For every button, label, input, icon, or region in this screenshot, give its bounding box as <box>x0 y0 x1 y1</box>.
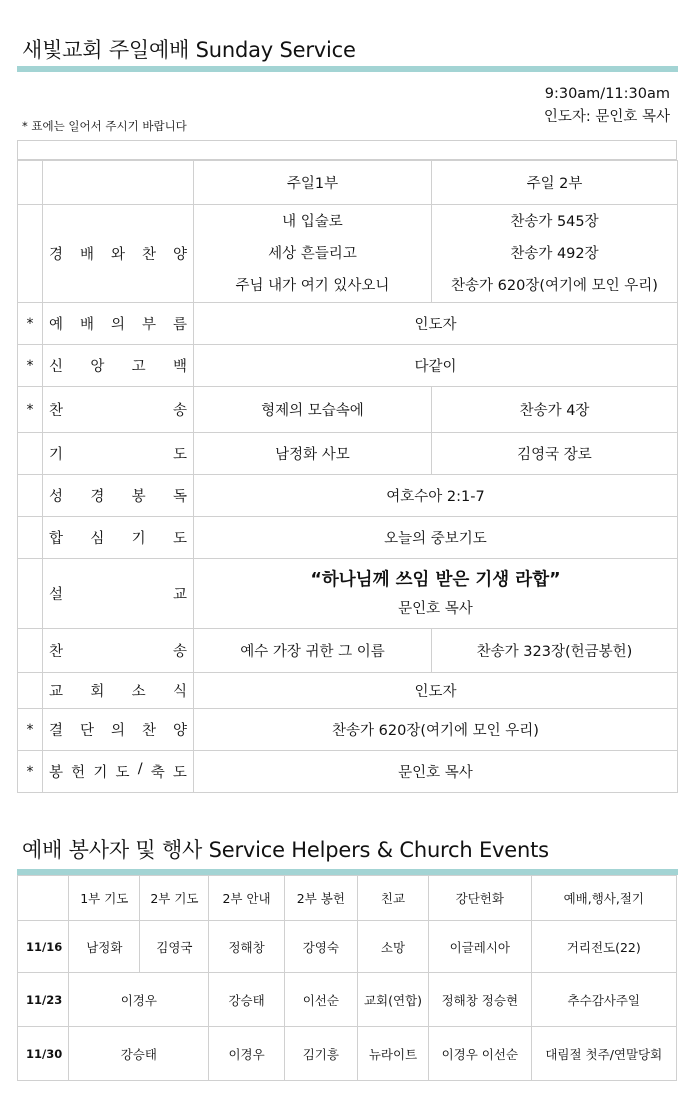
helpers-row <box>18 921 677 973</box>
helpers-cell: 소망 <box>357 921 428 973</box>
helpers-cell: 추수감사주일 <box>531 973 676 1027</box>
helpers-col-header: 1부 기도 <box>69 876 140 921</box>
helpers-row <box>18 973 677 1027</box>
page-title: 새빛교회 주일예배 Sunday Service <box>22 38 356 62</box>
sermon-title: “하나님께 쓰임 받은 기생 라합” <box>310 569 561 590</box>
order-item-label: 찬 송 <box>43 629 194 673</box>
order-item-value: 인도자 <box>194 673 678 709</box>
helpers-row <box>18 1027 677 1081</box>
sermon-preacher: 문인호 목사 <box>398 600 473 617</box>
order-row <box>18 387 678 433</box>
song-line: 내 입술로 <box>282 213 343 230</box>
helpers-cell: 이경우 이선순 <box>429 1027 532 1081</box>
helpers-cell: 거리전도(22) <box>531 921 676 973</box>
helpers-cell: 남정화 <box>69 921 140 973</box>
header-blank-label <box>43 161 194 205</box>
order-row <box>18 751 678 793</box>
order-row <box>18 303 678 345</box>
col-header-second: 주일 2부 <box>432 161 678 205</box>
order-item-label: 결 단 의 찬 양 <box>43 709 194 751</box>
order-item-value: 오늘의 중보기도 <box>194 517 678 559</box>
helpers-title: 예배 봉사자 및 행사 Service Helpers & Church Events <box>22 838 549 862</box>
header-blank-star <box>18 161 43 205</box>
order-item-second: 찬송가 4장 <box>432 387 678 433</box>
order-item-label: 봉 헌 기 도 / 축 도 <box>43 751 194 793</box>
helpers-cell: 정해창 정승현 <box>429 973 532 1027</box>
order-item-label: 찬 송 <box>43 387 194 433</box>
order-item-label: 경 배 와 찬 양 <box>43 205 194 303</box>
star-marker: * <box>18 303 43 345</box>
order-item-label: 예 배 의 부 름 <box>43 303 194 345</box>
helpers-date: 11/23 <box>18 973 69 1027</box>
helpers-cell: 정해창 <box>209 921 284 973</box>
order-item-first: 남정화 사모 <box>194 433 432 475</box>
order-item-value: 인도자 <box>194 303 678 345</box>
helpers-header-row <box>18 876 677 921</box>
song-line: 세상 흔들리고 <box>268 245 357 262</box>
order-item-first: 형제의 모습속에 <box>194 387 432 433</box>
helpers-col-header: 2부 봉헌 <box>284 876 357 921</box>
blank-bar <box>17 140 677 160</box>
col-header-first: 주일1부 <box>194 161 432 205</box>
star-marker: * <box>18 345 43 387</box>
helpers-col-header: 2부 기도 <box>140 876 209 921</box>
helpers-date: 11/16 <box>18 921 69 973</box>
order-row <box>18 345 678 387</box>
song-line: 찬송가 492장 <box>510 245 599 262</box>
helpers-cell: 김기흥 <box>284 1027 357 1081</box>
order-item-value: 다같이 <box>194 345 678 387</box>
star-marker <box>18 433 43 475</box>
helpers-date: 11/30 <box>18 1027 69 1081</box>
helpers-cell: 교회(연합) <box>357 973 428 1027</box>
service-info <box>544 83 670 129</box>
order-row <box>18 559 678 629</box>
helpers-cell: 뉴라이트 <box>357 1027 428 1081</box>
helpers-col-header: 예배,행사,절기 <box>531 876 676 921</box>
helpers-cell: 대림절 첫주/연말당회 <box>531 1027 676 1081</box>
helpers-col-header: 강단헌화 <box>429 876 532 921</box>
star-marker <box>18 517 43 559</box>
helpers-cell: 이선순 <box>284 973 357 1027</box>
order-row <box>18 673 678 709</box>
helpers-merged-cell: 이경우 <box>69 973 209 1027</box>
order-item-value: 여호수아 2:1-7 <box>194 475 678 517</box>
service-times: 9:30am/11:30am <box>544 86 670 102</box>
order-item-first: 예수 가장 귀한 그 이름 <box>194 629 432 673</box>
helpers-cell: 이경우 <box>209 1027 284 1081</box>
order-row <box>18 517 678 559</box>
order-row <box>18 475 678 517</box>
order-item-label: 교 회 소 식 <box>43 673 194 709</box>
helpers-col-header: 2부 안내 <box>209 876 284 921</box>
order-item-label: 설 교 <box>43 559 194 629</box>
star-marker <box>18 629 43 673</box>
order-item-second: 찬송가 323장(헌금봉헌) <box>432 629 678 673</box>
song-line: 찬송가 620장(여기에 모인 우리) <box>451 277 658 294</box>
helpers-date-header <box>18 876 69 921</box>
order-header-row <box>18 161 678 205</box>
star-marker: * <box>18 709 43 751</box>
order-item-label: 성 경 봉 독 <box>43 475 194 517</box>
standing-note: * 표에는 일어서 주시기 바랍니다 <box>22 119 187 133</box>
order-item-first <box>194 205 432 303</box>
helpers-cell: 이글레시아 <box>429 921 532 973</box>
helpers-col-header: 친교 <box>357 876 428 921</box>
order-item-second <box>432 205 678 303</box>
song-line: 찬송가 545장 <box>510 213 599 230</box>
service-leader: 인도자: 문인호 목사 <box>543 109 670 125</box>
order-item-label: 합 심 기 도 <box>43 517 194 559</box>
star-marker: * <box>18 751 43 793</box>
order-item-second: 김영국 장로 <box>432 433 678 475</box>
helpers-merged-cell: 강승태 <box>69 1027 209 1081</box>
helpers-cell: 김영국 <box>140 921 209 973</box>
order-row <box>18 205 678 303</box>
helpers-cell: 강승태 <box>209 973 284 1027</box>
order-item-label: 신 앙 고 백 <box>43 345 194 387</box>
star-marker <box>18 475 43 517</box>
order-of-service-table <box>17 160 678 793</box>
star-marker <box>18 673 43 709</box>
order-item-label: 기 도 <box>43 433 194 475</box>
order-row <box>18 629 678 673</box>
order-row <box>18 433 678 475</box>
song-line: 주님 내가 여기 있사오니 <box>235 277 390 294</box>
helpers-table <box>17 875 677 1081</box>
star-marker: * <box>18 387 43 433</box>
star-marker <box>18 559 43 629</box>
helpers-cell: 강영숙 <box>284 921 357 973</box>
order-row <box>18 709 678 751</box>
title-divider <box>17 66 678 72</box>
order-item-value: 찬송가 620장(여기에 모인 우리) <box>194 709 678 751</box>
order-item-value: 문인호 목사 <box>194 751 678 793</box>
sermon-cell <box>194 559 678 629</box>
star-marker <box>18 205 43 303</box>
